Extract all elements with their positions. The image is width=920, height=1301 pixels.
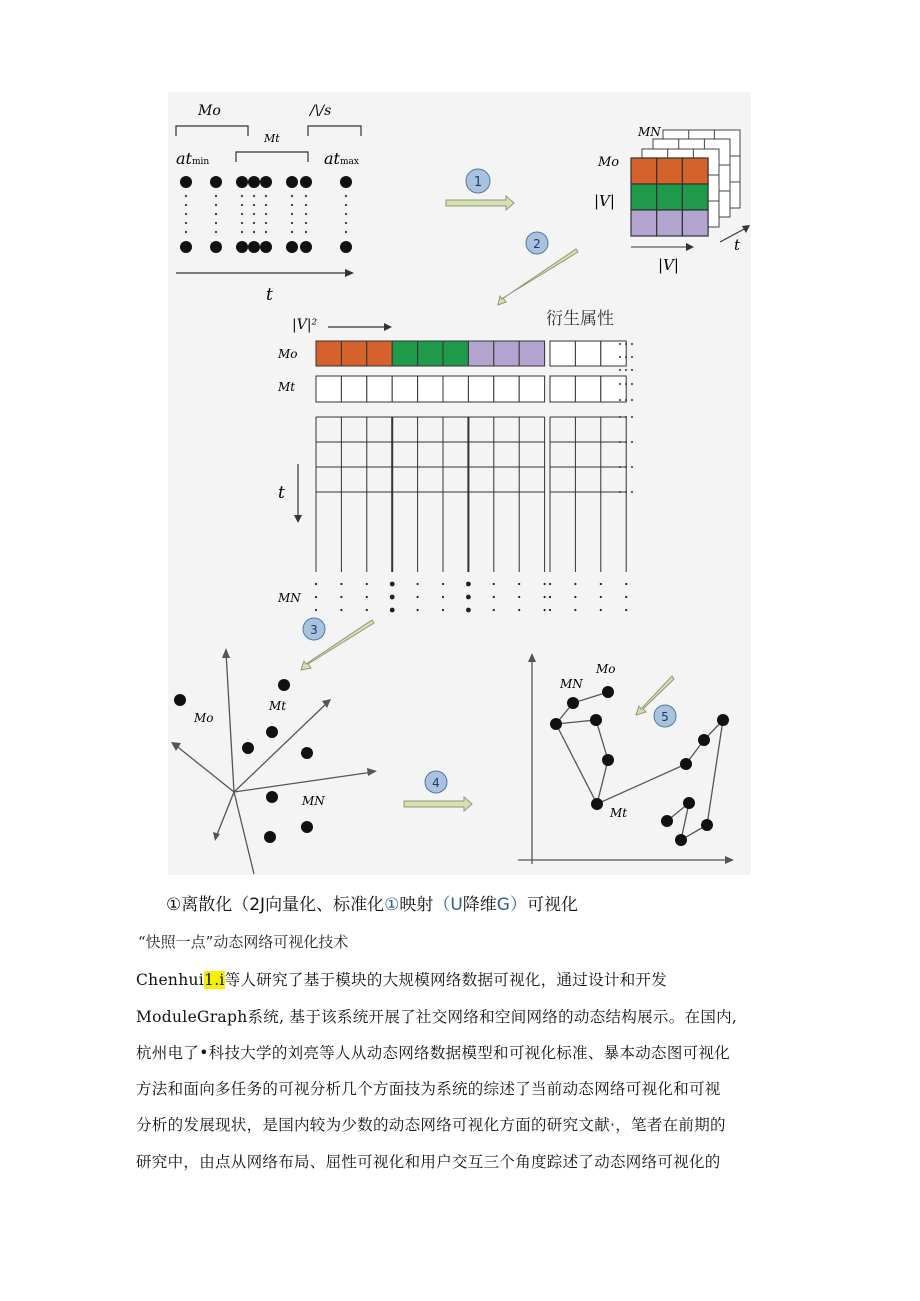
matrix-mo-cell [316, 341, 341, 366]
scatter-mo-label: Mo [194, 711, 214, 725]
trajectory-mt-label: Mt [610, 806, 628, 820]
matrix-ellipsis-dot [544, 609, 546, 611]
matrix-ellipsis-dot [518, 596, 520, 598]
at-max-label: atmax [324, 149, 359, 168]
cube-cell [682, 210, 708, 236]
row-ellipsis-dot [619, 343, 621, 345]
time-dot-ellipsis [291, 204, 293, 206]
trajectory-point [698, 734, 710, 746]
row-ellipsis-dot [625, 343, 627, 345]
scatter-mt-label: Mt [269, 699, 287, 713]
paragraph-line-5-text-b: 究文献·，笔者在前期的 [562, 1116, 726, 1134]
time-dot-ellipsis [241, 231, 243, 233]
matrix-ellipsis-dot [366, 596, 368, 598]
trajectory-point [675, 834, 687, 846]
cube-cell [657, 158, 683, 184]
cube-cell [631, 184, 657, 210]
row-ellipsis-dot [619, 466, 621, 468]
matrix-ellipsis-dot [493, 609, 495, 611]
time-dot [300, 176, 312, 188]
matrix-mt-cell [443, 376, 468, 402]
time-dot-ellipsis [215, 195, 217, 197]
scatter-point [301, 747, 313, 759]
matrix-mt-cell [468, 376, 493, 402]
time-dot-ellipsis [305, 231, 307, 233]
derived-attributes-label: 衍生属性 [546, 309, 614, 329]
time-dot-ellipsis [291, 231, 293, 233]
paragraph-line-6: 研究中，由点从网络布局、屈性可视化和用户交互三个角度踪述了动态网络可视化的 [136, 1153, 721, 1171]
time-dot-ellipsis [241, 213, 243, 215]
time-dot-ellipsis [305, 204, 307, 206]
matrix-mo-cell [418, 341, 443, 366]
trajectory-point [717, 714, 729, 726]
matrix-ellipsis-dot [574, 596, 576, 598]
mt-top-label: Mt [264, 132, 280, 145]
time-dot-ellipsis [291, 213, 293, 215]
matrix-ellipsis-dot [417, 583, 419, 585]
row-ellipsis-dot [625, 369, 627, 371]
caption-part-5: 降维 [462, 895, 497, 915]
cube-cell [631, 158, 657, 184]
row-ellipsis-dot [631, 416, 633, 418]
matrix-ellipsis-dot [340, 609, 342, 611]
row-ellipsis-dot [619, 383, 621, 385]
time-dot-ellipsis [345, 213, 347, 215]
cube-mn-label: MN [638, 125, 661, 139]
scatter-point [301, 821, 313, 833]
time-dot-ellipsis [265, 213, 267, 215]
ns-top-label: /\/s [310, 103, 332, 119]
scatter-point [264, 831, 276, 843]
matrix-mt-cell [519, 376, 544, 402]
matrix-mt-cell [316, 376, 341, 402]
mo-top-label: Mo [198, 103, 221, 119]
matrix-ellipsis-dot [574, 609, 576, 611]
matrix-ellipsis-dot [390, 595, 395, 600]
cube-mo-label: Mo [598, 155, 620, 170]
trajectory-point [590, 714, 602, 726]
time-dot-ellipsis [185, 204, 187, 206]
time-dot-ellipsis [305, 222, 307, 224]
at-min-label: atmin [176, 149, 210, 168]
cube-cell [657, 184, 683, 210]
scatter-point [266, 726, 278, 738]
paragraph-line-4: 方法和面向多任务的可视分析几个方面技为系统的综述了当前动态网络可视化和可视 [136, 1080, 721, 1098]
caption-part-3: 映射 [399, 895, 434, 915]
time-dot-ellipsis [305, 195, 307, 197]
time-dot-ellipsis [241, 204, 243, 206]
matrix-ellipsis-dot [315, 609, 317, 611]
row-ellipsis-dot [625, 441, 627, 443]
step-1-number: 1 [473, 175, 483, 190]
paragraph-line-1 [136, 968, 667, 990]
matrix-ellipsis-dot [600, 609, 602, 611]
scatter-point [174, 694, 186, 706]
time-dot-ellipsis [185, 231, 187, 233]
matrix-ellipsis-dot [600, 583, 602, 585]
time-dot [248, 241, 260, 253]
trajectory-point [567, 697, 579, 709]
time-dot-ellipsis [345, 195, 347, 197]
time-dot [236, 176, 248, 188]
matrix-ellipsis-dot [518, 609, 520, 611]
row-ellipsis-dot [631, 383, 633, 385]
matrix-derived-cell [601, 341, 626, 366]
trajectory-point [602, 686, 614, 698]
time-dot-ellipsis [253, 204, 255, 206]
matrix-derived-cell [550, 376, 575, 402]
dynamic-network-visualization-figure [168, 92, 751, 875]
matrix-mo-cell [341, 341, 366, 366]
matrix-ellipsis-dot [417, 609, 419, 611]
time-dot-ellipsis [253, 231, 255, 233]
matrix-ellipsis-dot [366, 609, 368, 611]
matrix-ellipsis-dot [574, 583, 576, 585]
row-ellipsis-dot [625, 491, 627, 493]
matrix-mt-cell [392, 376, 417, 402]
matrix-ellipsis-dot [340, 583, 342, 585]
matrix-ellipsis-dot [340, 596, 342, 598]
matrix-ellipsis-dot [466, 595, 471, 600]
time-dot [340, 241, 352, 253]
step-4-number: 4 [432, 776, 440, 790]
row-ellipsis-dot [625, 416, 627, 418]
row-ellipsis-dot [625, 399, 627, 401]
time-dot [286, 241, 298, 253]
caption-part-1: ①离散化（2J向量化、标准化 [166, 895, 385, 915]
trajectory-point [683, 797, 695, 809]
caption-part-4: （U [433, 895, 463, 915]
time-dot-ellipsis [185, 222, 187, 224]
scatter-point [242, 742, 254, 754]
matrix-ellipsis-dot [625, 583, 627, 585]
row-ellipsis-dot [631, 343, 633, 345]
highlighted-citation: 1.i [204, 971, 225, 989]
trajectory-point [591, 798, 603, 810]
time-dot [286, 176, 298, 188]
matrix-ellipsis-dot [315, 583, 317, 585]
time-dot-ellipsis [345, 222, 347, 224]
matrix-ellipsis-dot [366, 583, 368, 585]
time-dot [210, 241, 222, 253]
time-dot-ellipsis [185, 213, 187, 215]
matrix-ellipsis-dot [466, 608, 471, 613]
matrix-mt-cell [418, 376, 443, 402]
paragraph-line-2: ModuleGraph系统, 基于该系统开展了社交网络和空间网络的动态结构展示。在国内, [136, 1008, 738, 1026]
time-dot [236, 241, 248, 253]
time-dot [180, 176, 192, 188]
step-5-number: 5 [661, 710, 669, 724]
row-ellipsis-dot [631, 399, 633, 401]
row-ellipsis-dot [619, 441, 621, 443]
matrix-derived-cell [575, 376, 600, 402]
row-ellipsis-dot [625, 383, 627, 385]
row-ellipsis-dot [619, 356, 621, 358]
time-dot-ellipsis [215, 204, 217, 206]
paragraph-line-3: 杭州电了•科技大学的刘亮等人从动态网络数据模型和可视化标准、暴本动态图可视化 [136, 1044, 731, 1062]
author-name: Chenhui [136, 971, 205, 989]
matrix-mt-cell [494, 376, 519, 402]
time-dot-ellipsis [345, 231, 347, 233]
scatter-mn-label: MN [302, 794, 325, 808]
matrix-ellipsis-dot [390, 582, 395, 587]
time-dot [300, 241, 312, 253]
matrix-mo-cell [468, 341, 493, 366]
time-dot-ellipsis [215, 222, 217, 224]
matrix-ellipsis-dot [625, 596, 627, 598]
time-dot-ellipsis [305, 213, 307, 215]
row-ellipsis-dot [631, 356, 633, 358]
row-ellipsis-dot [631, 491, 633, 493]
matrix-ellipsis-dot [390, 608, 395, 613]
matrix-ellipsis-dot [442, 596, 444, 598]
trajectory-point [661, 815, 673, 827]
matrix-mt-cell [341, 376, 366, 402]
row-ellipsis-dot [631, 369, 633, 371]
figure-subcaption: “快照一点”动态网络可视化技术 [138, 933, 349, 951]
row-ellipsis-dot [631, 466, 633, 468]
paragraph-line-5 [136, 1113, 726, 1135]
matrix-ellipsis-dot [315, 596, 317, 598]
matrix-mo-cell [392, 341, 417, 366]
matrix-ellipsis-dot [544, 583, 546, 585]
row-ellipsis-dot [619, 491, 621, 493]
time-dot [210, 176, 222, 188]
time-dot-ellipsis [291, 222, 293, 224]
time-axis-label: t [266, 285, 273, 305]
trajectory-point [550, 718, 562, 730]
time-dot-ellipsis [265, 195, 267, 197]
row-ellipsis-dot [619, 399, 621, 401]
matrix-ellipsis-dot [466, 582, 471, 587]
step-2-number: 2 [533, 237, 541, 251]
matrix-ellipsis-dot [544, 596, 546, 598]
time-dot-ellipsis [185, 195, 187, 197]
row-ellipsis-dot [619, 369, 621, 371]
time-dot [260, 241, 272, 253]
time-dot-ellipsis [291, 195, 293, 197]
paragraph-line-5-text-a: 分析的发展现状，是国内较为少数的动态网络可视化方面的研 [136, 1116, 563, 1134]
matrix-mo-cell [367, 341, 392, 366]
scatter-point [278, 679, 290, 691]
matrix-ellipsis-dot [549, 609, 551, 611]
row-mo-label: Mo [278, 347, 298, 361]
paragraph-line-1-text: 等人研究了基于模块的大规模网络数据可视化，通过设计和开发 [224, 971, 668, 989]
matrix-derived-cell [601, 376, 626, 402]
row-ellipsis-dot [619, 416, 621, 418]
row-mt-label: Mt [278, 380, 296, 394]
matrix-derived-cell [550, 341, 575, 366]
row-ellipsis-dot [631, 441, 633, 443]
time-dot-ellipsis [253, 213, 255, 215]
trajectory-point [680, 758, 692, 770]
time-dot-ellipsis [265, 222, 267, 224]
cube-t-label: t [734, 236, 741, 254]
caption-part-7: 可视化 [526, 895, 578, 915]
matrix-mo-cell [443, 341, 468, 366]
caption-part-2: ① [384, 895, 400, 915]
time-dot-ellipsis [265, 231, 267, 233]
cube-cell [682, 158, 708, 184]
matrix-mo-cell [519, 341, 544, 366]
time-dot-ellipsis [253, 222, 255, 224]
figure-caption [166, 890, 578, 915]
time-dot-ellipsis [241, 195, 243, 197]
matrix-v2-label: |V|² [292, 317, 318, 333]
row-ellipsis-dot [625, 466, 627, 468]
time-dot-ellipsis [241, 222, 243, 224]
time-dot-ellipsis [215, 231, 217, 233]
scatter-point [266, 791, 278, 803]
trajectory-point [701, 819, 713, 831]
matrix-mt-cell [367, 376, 392, 402]
time-dot-ellipsis [265, 204, 267, 206]
matrix-ellipsis-dot [600, 596, 602, 598]
row-t-label: t [278, 483, 285, 503]
cube-v-bottom-label: |V| [658, 256, 679, 274]
cube-cell [682, 184, 708, 210]
time-dot-ellipsis [215, 213, 217, 215]
matrix-ellipsis-dot [442, 609, 444, 611]
step-3-number: 3 [310, 623, 318, 637]
matrix-ellipsis-dot [518, 583, 520, 585]
time-dot [260, 176, 272, 188]
time-dot-ellipsis [345, 204, 347, 206]
time-dot [248, 176, 260, 188]
trajectory-mo-label: Mo [596, 662, 616, 676]
row-ellipsis-dot [625, 356, 627, 358]
time-dot-ellipsis [253, 195, 255, 197]
cube-front-face [631, 158, 708, 236]
matrix-derived-cell [575, 341, 600, 366]
matrix-ellipsis-dot [493, 596, 495, 598]
matrix-ellipsis-dot [625, 609, 627, 611]
matrix-ellipsis-dot [549, 583, 551, 585]
caption-part-6: G） [496, 895, 527, 915]
matrix-ellipsis-dot [417, 596, 419, 598]
cube-v-side-label: |V| [594, 192, 615, 210]
matrix-mo-cell [494, 341, 519, 366]
matrix-ellipsis-dot [493, 583, 495, 585]
matrix-ellipsis-dot [549, 596, 551, 598]
time-dot [180, 241, 192, 253]
time-dot [340, 176, 352, 188]
matrix-ellipsis-dot [442, 583, 444, 585]
trajectory-point [602, 754, 614, 766]
cube-cell [657, 210, 683, 236]
row-mn-label: MN [278, 591, 301, 605]
trajectory-mn-label: MN [560, 677, 583, 691]
cube-cell [631, 210, 657, 236]
